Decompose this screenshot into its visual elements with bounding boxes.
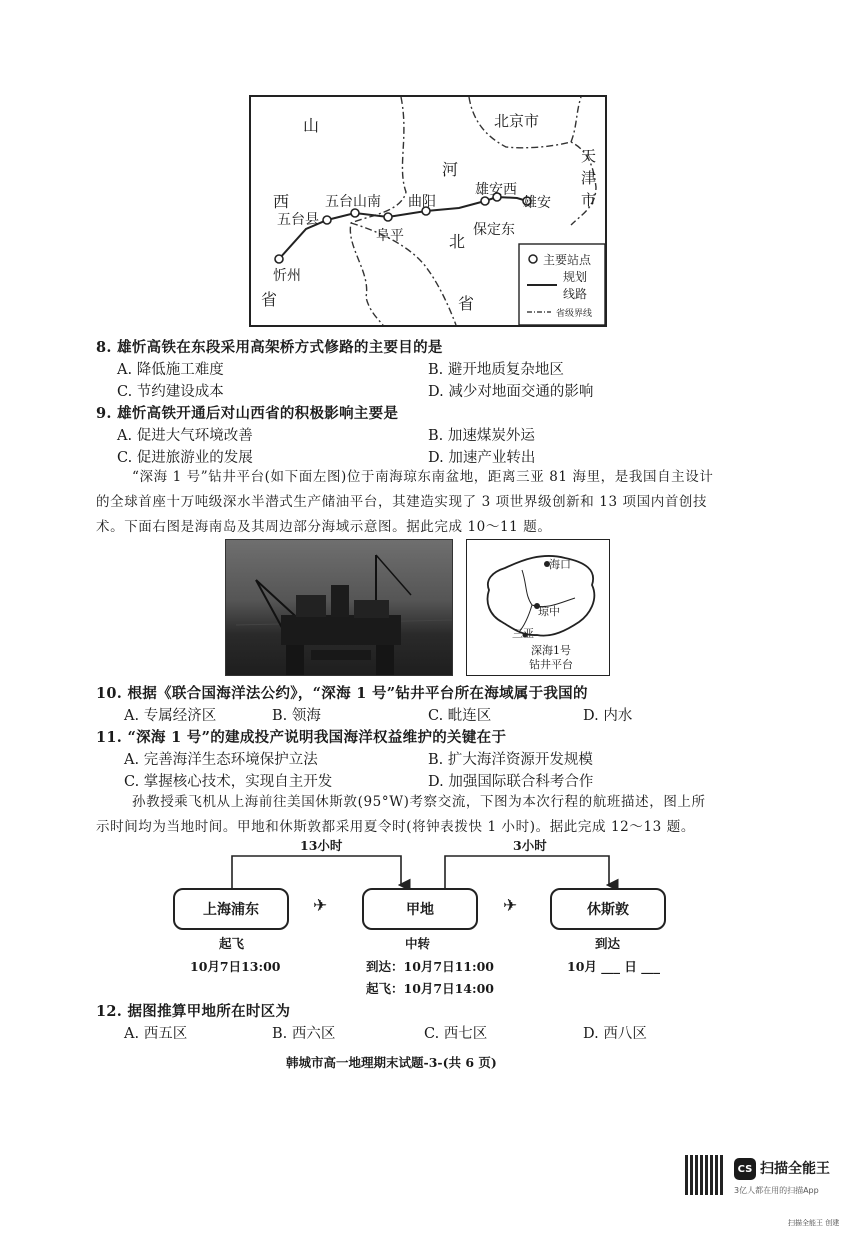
q10-option-d: D. 内水: [583, 708, 633, 724]
tianjin-char-1: 天: [581, 147, 597, 165]
tianjin-char-3: 市: [581, 191, 597, 209]
status-arrive: 到达: [595, 936, 621, 951]
county-line: [522, 570, 575, 607]
passage3-line-2: 示时间均为当地时间。甲地和休斯敦都采用夏令时(将钟表拨快 1 小时)。据此完成 12～13 题。: [96, 819, 695, 835]
map-label-tianjin: [581, 145, 597, 211]
station-fuping: [384, 213, 392, 221]
map-label-sanya: 三亚: [512, 627, 534, 640]
q10-stem: 10. 根据《联合国海洋法公约》，“深海 1 号”钻井平台所在海域属于我国的: [96, 685, 588, 702]
tianjin-char-2: 津: [581, 169, 597, 187]
time-arrive-jia: 到达：10月7日11:00: [366, 959, 494, 974]
map-label-haikou: 海口: [549, 558, 571, 571]
q12-option-d: D. 西八区: [583, 1026, 647, 1042]
passage-flight: [96, 790, 786, 840]
q8-stem: 8. 雄忻高铁在东段采用高架桥方式修路的主要目的是: [96, 339, 443, 356]
platform-label-2: 钻井平台: [529, 658, 573, 671]
q10-option-a: A. 专属经济区: [124, 708, 217, 724]
airplane-icon-2: ✈: [503, 896, 518, 916]
map-label-wutaishannan: 五台山南: [325, 194, 381, 210]
q12-option-b: B. 西六区: [272, 1026, 336, 1042]
status-transfer: 中转: [405, 936, 431, 951]
legend-line-label-2: 线路: [563, 287, 588, 301]
map-label-platform: [529, 644, 573, 672]
map-label-quyang: 曲阳: [408, 194, 436, 210]
q8-option-a: A. 降低施工难度: [117, 362, 224, 378]
watermark-slogan: 3亿人都在用的扫描App: [734, 1186, 819, 1195]
watermark-brand: 扫描全能王: [760, 1161, 830, 1177]
q9-option-d: D. 加速产业转出: [428, 450, 536, 466]
map-label-sheng-mid: 省: [458, 294, 475, 313]
passage3-line-1: 孙教授乘飞机从上海前往美国休斯敦(95°W)考察交流，下图为本次行程的航班描述，图上所: [132, 794, 706, 810]
passage-line-1: “深海 1 号”钻井平台(如下面左图)位于南海琼东南盆地，距离三亚 81 海里，是我国自主设计: [132, 469, 714, 485]
q11-stem: 11. “深海 1 号”的建成投产说明我国海洋权益维护的关键在于: [96, 729, 507, 746]
time-depart-shanghai: 10月7日13:00: [190, 959, 281, 974]
map-label-baodingdong: 保定东: [473, 222, 515, 238]
map-label-beijing: 北京市: [494, 112, 540, 130]
platform-silhouette: [226, 540, 452, 675]
map-label-qiongzhong: 琼中: [538, 605, 560, 618]
q12-option-a: A. 西五区: [124, 1026, 188, 1042]
map-label-xiongxi: 雄安西: [475, 182, 517, 198]
qr-code-icon: [685, 1155, 725, 1195]
watermark-tiny: 扫描全能王 创建: [788, 1219, 840, 1227]
q12-option-c: C. 西七区: [424, 1026, 488, 1042]
q11-option-a: A. 完善海洋生态环境保护立法: [124, 752, 318, 768]
map-label-shan: 山: [303, 116, 320, 135]
airplane-icon: ✈: [313, 896, 328, 916]
map-label-xiongan: 雄安: [523, 195, 551, 211]
map-label-xinzhou: 忻州: [273, 268, 301, 284]
legend-station-symbol: [529, 255, 537, 263]
q9-option-c: C. 促进旅游业的发展: [117, 450, 253, 466]
tianjin-border: [571, 97, 581, 142]
legend-line-label-1: 规划: [563, 270, 588, 284]
map-label-bei: 北: [449, 232, 466, 251]
time-arrive-houston: 10月 ___ 日 ___: [567, 959, 660, 974]
station-wutaixian: [323, 216, 331, 224]
bracket-3h: [445, 856, 609, 888]
hainan-map: [466, 539, 610, 676]
passage-line-3: 术。下面右图是海南岛及其周边部分海域示意图。据此完成 10～11 题。: [96, 519, 552, 535]
railway-map: [249, 95, 607, 327]
q8-option-b: B. 避开地质复杂地区: [428, 362, 564, 378]
q9-stem: 9. 雄忻高铁开通后对山西省的积极影响主要是: [96, 405, 399, 422]
q12-stem: 12. 据图推算甲地所在时区为: [96, 1003, 291, 1020]
platform-label-1: 深海1号: [531, 644, 571, 657]
page-footer: 韩城市高一地理期末试题-3-(共 6 页): [286, 1055, 497, 1070]
camscanner-logo-icon: CS: [734, 1158, 756, 1180]
time-depart-jia: 起飞：10月7日14:00: [366, 981, 494, 996]
legend-border-label: 省级界线: [556, 309, 593, 319]
passage-deep-sea: [96, 465, 786, 540]
platform-photo: [225, 539, 453, 676]
duration-13h: 13小时: [300, 838, 343, 853]
node-houston: 休斯敦: [550, 888, 666, 930]
map-label-wutaixian: 五台县: [277, 212, 319, 228]
map-label-sheng-left: 省: [261, 290, 278, 309]
passage-line-2: 的全球首座十万吨级深水半潜式生产储油平台，其建造实现了 3 项世界级创新和 13 项国内首创技: [96, 494, 708, 510]
hainan-island-outline: [488, 556, 595, 636]
legend-station-label: 主要站点: [543, 253, 592, 267]
bracket-13h: [232, 856, 401, 888]
q9-option-a: A. 促进大气环境改善: [117, 428, 253, 444]
q11-option-b: B. 扩大海洋资源开发规模: [428, 752, 593, 768]
q8-option-d: D. 减少对地面交通的影响: [428, 384, 594, 400]
node-shanghai-pudong: 上海浦东: [173, 888, 289, 930]
q10-option-c: C. 毗连区: [428, 708, 492, 724]
station-xinzhou: [275, 255, 283, 263]
map-label-fuping: 阜平: [376, 228, 404, 244]
map-label-he: 河: [442, 160, 459, 179]
q8-option-c: C. 节约建设成本: [117, 384, 224, 400]
q10-option-b: B. 领海: [272, 708, 321, 724]
q11-option-d: D. 加强国际联合科考合作: [428, 774, 594, 790]
node-jia: 甲地: [362, 888, 478, 930]
duration-3h: 3小时: [513, 838, 547, 853]
map-label-xi: 西: [273, 192, 290, 211]
q9-option-b: B. 加速煤炭外运: [428, 428, 535, 444]
q11-option-c: C. 掌握核心技术，实现自主开发: [124, 774, 333, 790]
status-depart: 起飞: [219, 936, 245, 951]
